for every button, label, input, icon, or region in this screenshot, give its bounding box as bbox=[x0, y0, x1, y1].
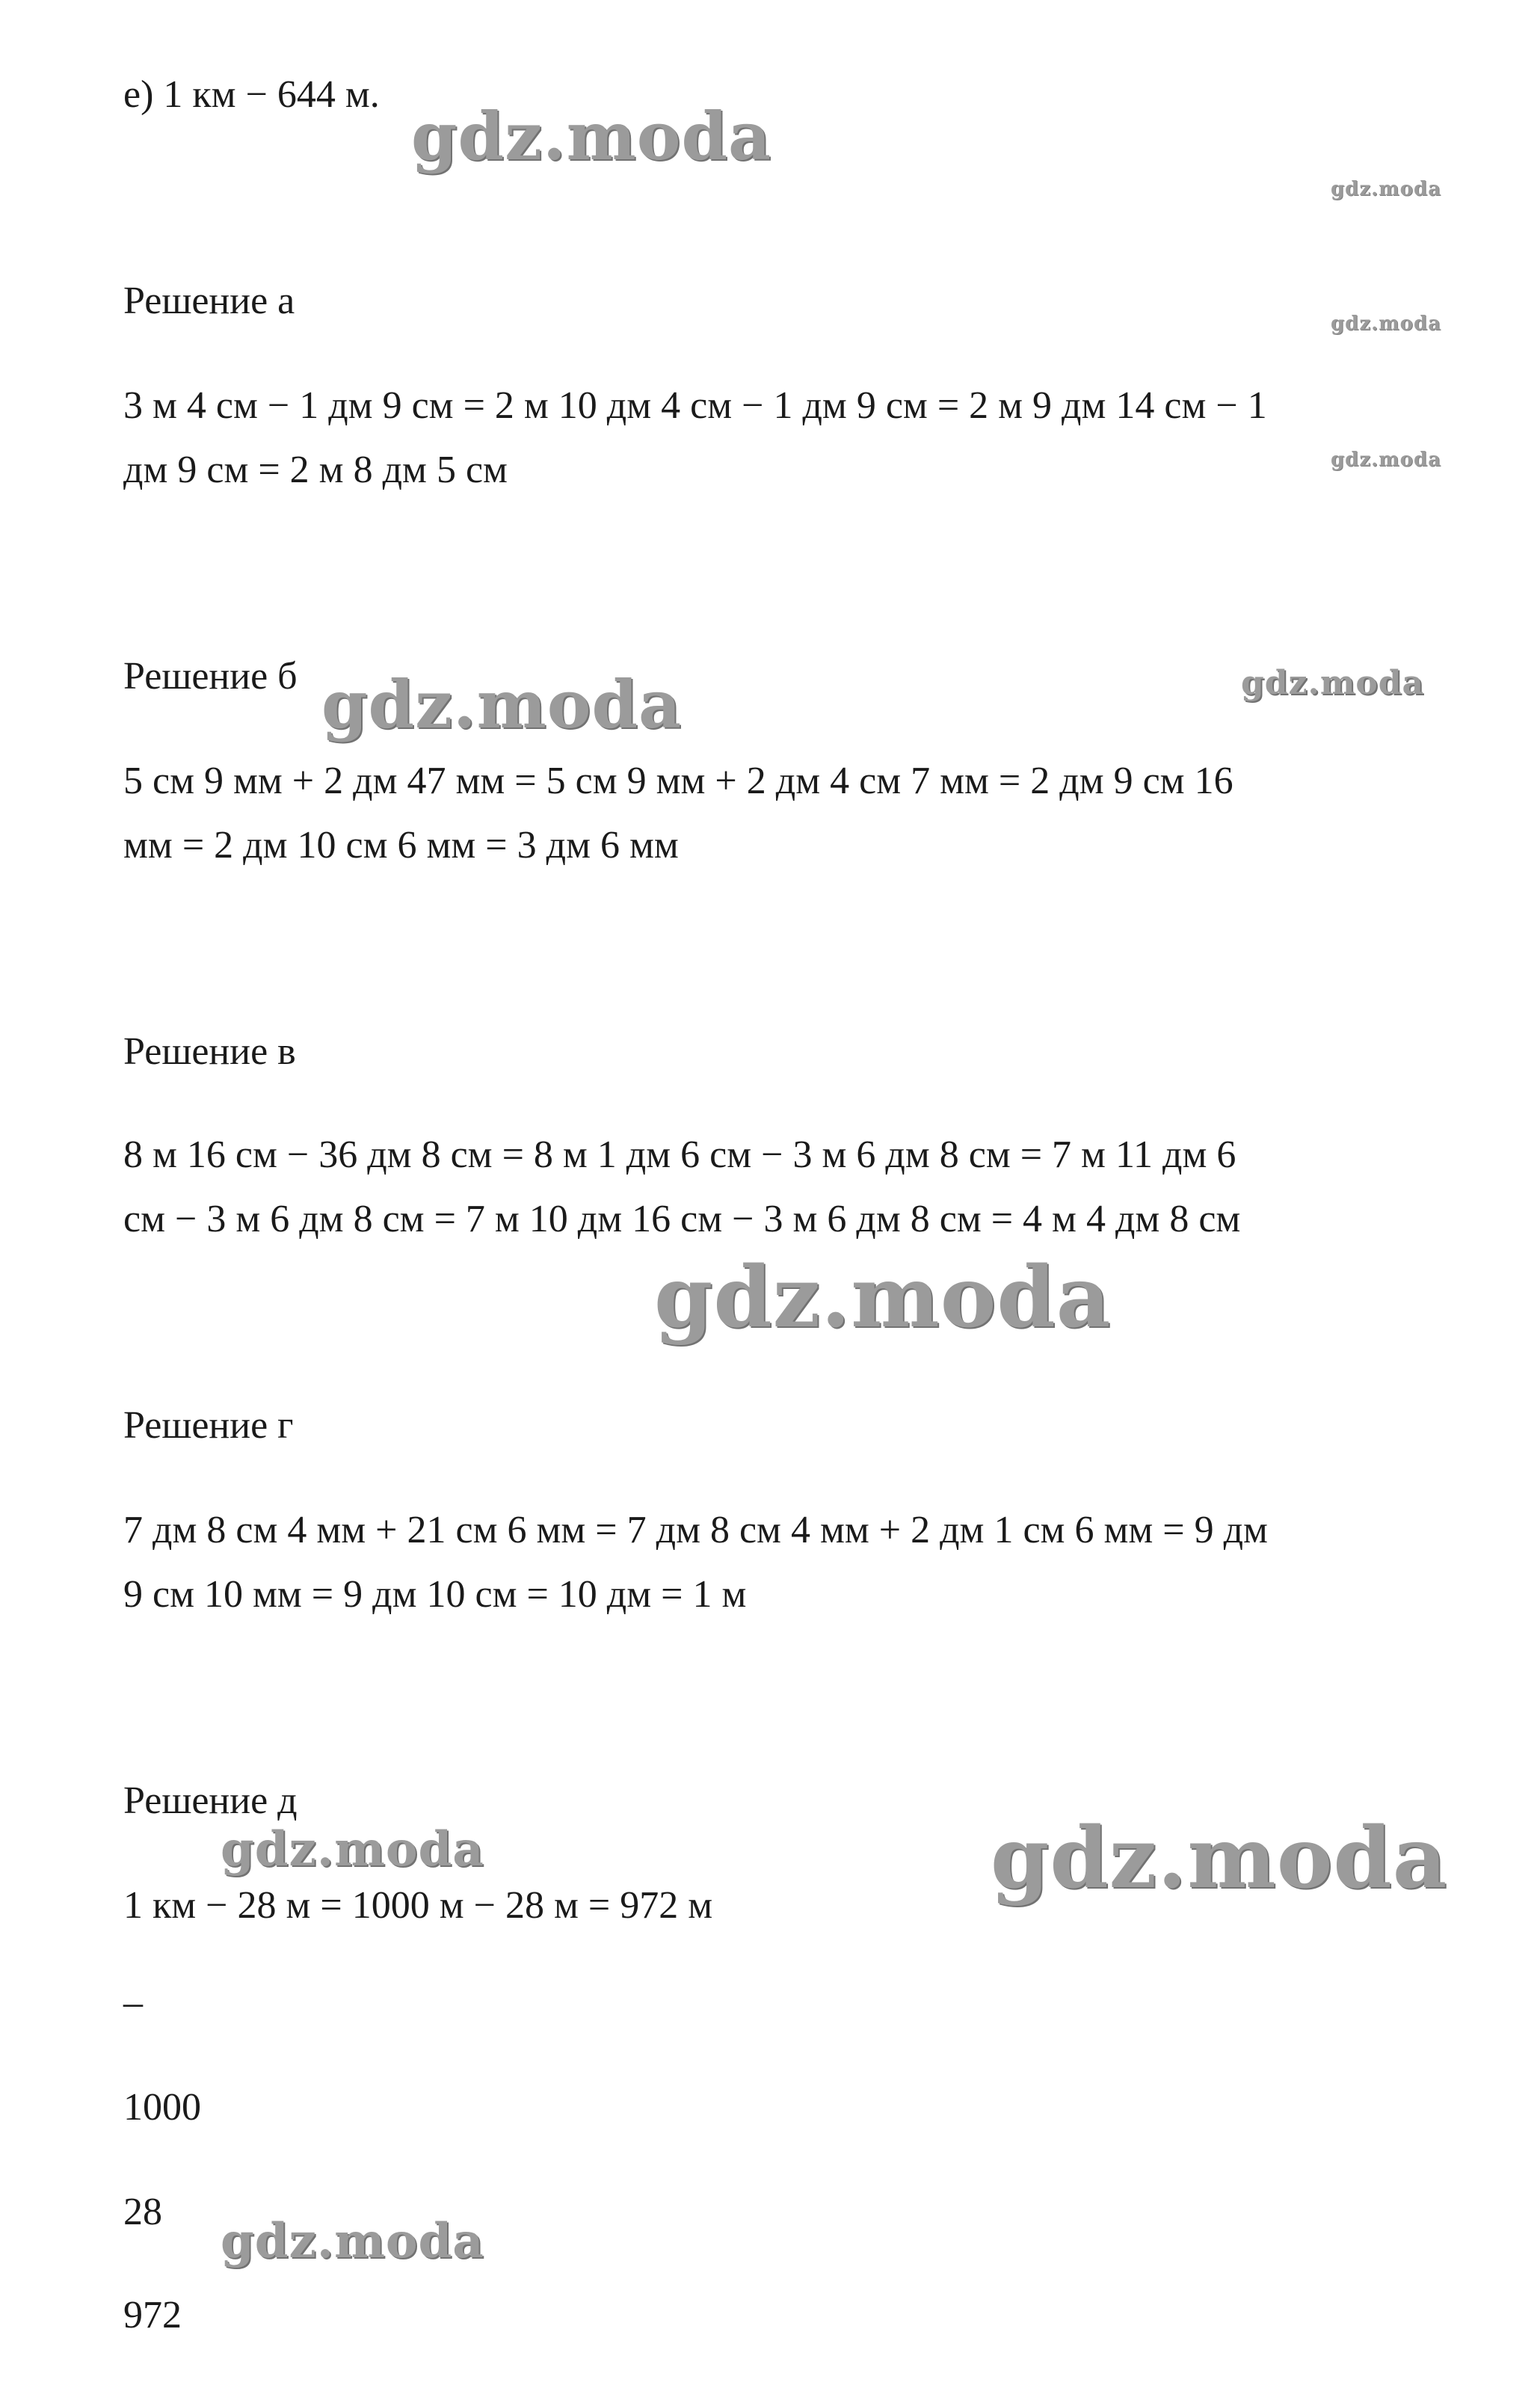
watermark: gdz.moda bbox=[221, 1821, 484, 1877]
solution-v-line-1: 8 м 16 см − 36 дм 8 см = 8 м 1 дм 6 см − 3 м 6 дм 8 см = 7 м 11 дм 6 bbox=[123, 1133, 1236, 1176]
solution-d-heading: Решение д bbox=[123, 1779, 298, 1822]
solution-v-line-2: см − 3 м 6 дм 8 см = 7 м 10 дм 16 см − 3 м 6 дм 8 см = 4 м 4 дм 8 см bbox=[123, 1198, 1241, 1240]
solution-b-line-2: мм = 2 дм 10 см 6 мм = 3 дм 6 мм bbox=[123, 824, 679, 867]
watermark: gdz.moda bbox=[1331, 178, 1442, 200]
solution-b-heading: Решение б bbox=[123, 655, 298, 698]
watermark: gdz.moda bbox=[1331, 449, 1442, 471]
solution-a-line-1: 3 м 4 см − 1 дм 9 см = 2 м 10 дм 4 см − 1 дм 9 см = 2 м 9 дм 14 см − 1 bbox=[123, 384, 1267, 427]
watermark: gdz.moda bbox=[654, 1249, 1112, 1347]
solution-g-line-1: 7 дм 8 см 4 мм + 21 см 6 мм = 7 дм 8 см 4 мм + 2 дм 1 см 6 мм = 9 дм bbox=[123, 1509, 1268, 1551]
column-subtrahend: 28 bbox=[123, 2191, 162, 2233]
watermark: gdz.moda bbox=[1241, 664, 1425, 702]
solution-g-line-2: 9 см 10 мм = 9 дм 10 см = 10 дм = 1 м bbox=[123, 1573, 747, 1616]
column-minuend: 1000 bbox=[123, 2086, 201, 2129]
column-result: 972 bbox=[123, 2294, 182, 2336]
solution-a-heading: Решение а bbox=[123, 280, 295, 322]
watermark: gdz.moda bbox=[321, 665, 683, 743]
watermark: gdz.moda bbox=[221, 2213, 484, 2269]
solution-v-heading: Решение в bbox=[123, 1030, 296, 1073]
watermark: gdz.moda bbox=[411, 97, 772, 175]
watermark: gdz.moda bbox=[1331, 313, 1442, 335]
solution-g-heading: Решение г bbox=[123, 1404, 294, 1447]
solution-b-line-1: 5 см 9 мм + 2 дм 47 мм = 5 см 9 мм + 2 дм 4 см 7 мм = 2 дм 9 см 16 bbox=[123, 760, 1233, 802]
watermark: gdz.moda bbox=[991, 1809, 1448, 1907]
column-minus-sign: – bbox=[123, 1981, 143, 2024]
solution-d-line-1: 1 км − 28 м = 1000 м − 28 м = 972 м bbox=[123, 1884, 713, 1927]
task-e-text: е) 1 км − 644 м. bbox=[123, 73, 380, 116]
solution-a-line-2: дм 9 см = 2 м 8 дм 5 см bbox=[123, 449, 508, 491]
